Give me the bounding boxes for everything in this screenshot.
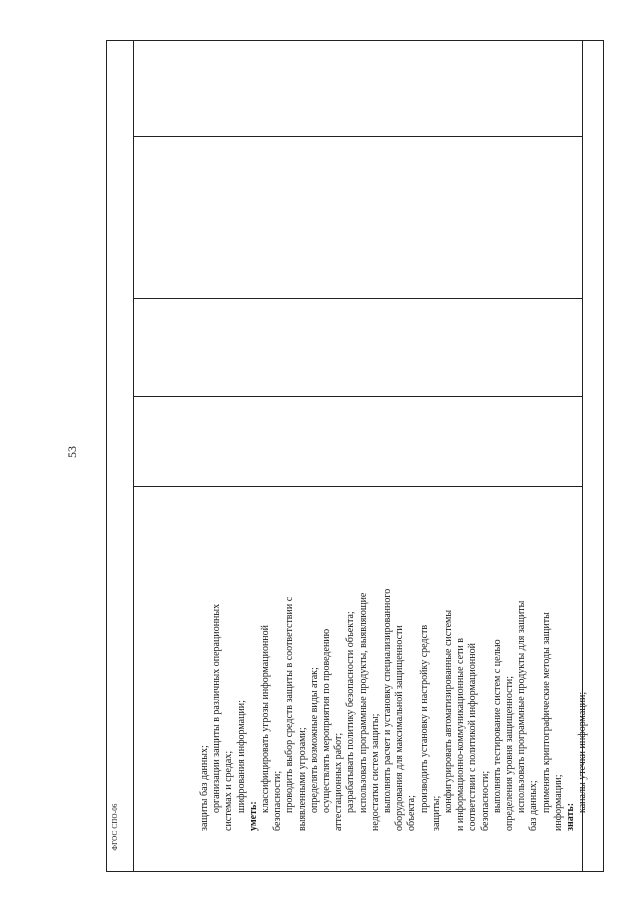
row-divider: [133, 396, 582, 397]
content-line: безопасности;: [479, 770, 491, 831]
content-line: соответствии с политикой информационной: [467, 643, 479, 831]
row-divider: [133, 298, 582, 299]
content-line: каналы утечки информации;: [577, 691, 589, 813]
content-line: выявленными угрозами;: [296, 727, 308, 831]
content-line: уметь:: [247, 801, 259, 831]
column-divider: [133, 40, 134, 872]
content-line: знать:: [565, 802, 577, 831]
content-line: защиты;: [430, 795, 442, 831]
content-line: выполнять тестирование систем с целью: [491, 639, 503, 813]
content-line: определения уровня защищенности;: [504, 675, 516, 831]
content-line: аттестационных работ;: [333, 732, 345, 831]
content-line: безопасности;: [272, 770, 284, 831]
content-line: оборудования для максимальной защищенности: [394, 625, 406, 831]
content-line: и информационно-коммуникационные сети в: [455, 638, 467, 831]
content-line: проводить выбор средств защиты в соответствии с: [284, 596, 296, 813]
content-line: информации;: [552, 774, 564, 831]
content-line: использовать программные продукты, выявляющие: [357, 592, 369, 813]
content-line: производить установку и настройку средств: [418, 624, 430, 813]
content-line: баз данных;: [528, 780, 540, 831]
content-line: осуществлять мероприятия по проведению: [321, 628, 333, 813]
row-divider: [133, 136, 582, 137]
content-line: использовать программные продукты для защиты: [516, 600, 528, 813]
content-line: выполнять расчет и установку специализированного: [382, 588, 394, 813]
content-line: системах и средах;: [223, 750, 235, 831]
content-line: применять криптографические методы защиты: [540, 612, 552, 813]
content-line: разрабатывать политику безопасности объекта;: [345, 611, 357, 813]
content-line: классифицировать угрозы информационной: [260, 624, 272, 813]
footer-label: ФГОС СПО-06: [111, 803, 119, 851]
content-line: конфигурировать автоматизированные системы: [443, 609, 455, 813]
content-line: шифрования информации;: [235, 700, 247, 813]
content-line: недостатки систем защиты;: [369, 713, 381, 831]
content-line: объекта;: [406, 795, 418, 831]
competency-text-cell: [197, 525, 589, 835]
row-divider: [133, 486, 582, 487]
content-line: организации защиты в различных операционных: [211, 603, 223, 813]
page-number: 53: [65, 446, 79, 458]
content-line: защиты баз данных;: [199, 745, 210, 831]
content-line: определять возможные виды атак;: [308, 667, 320, 813]
